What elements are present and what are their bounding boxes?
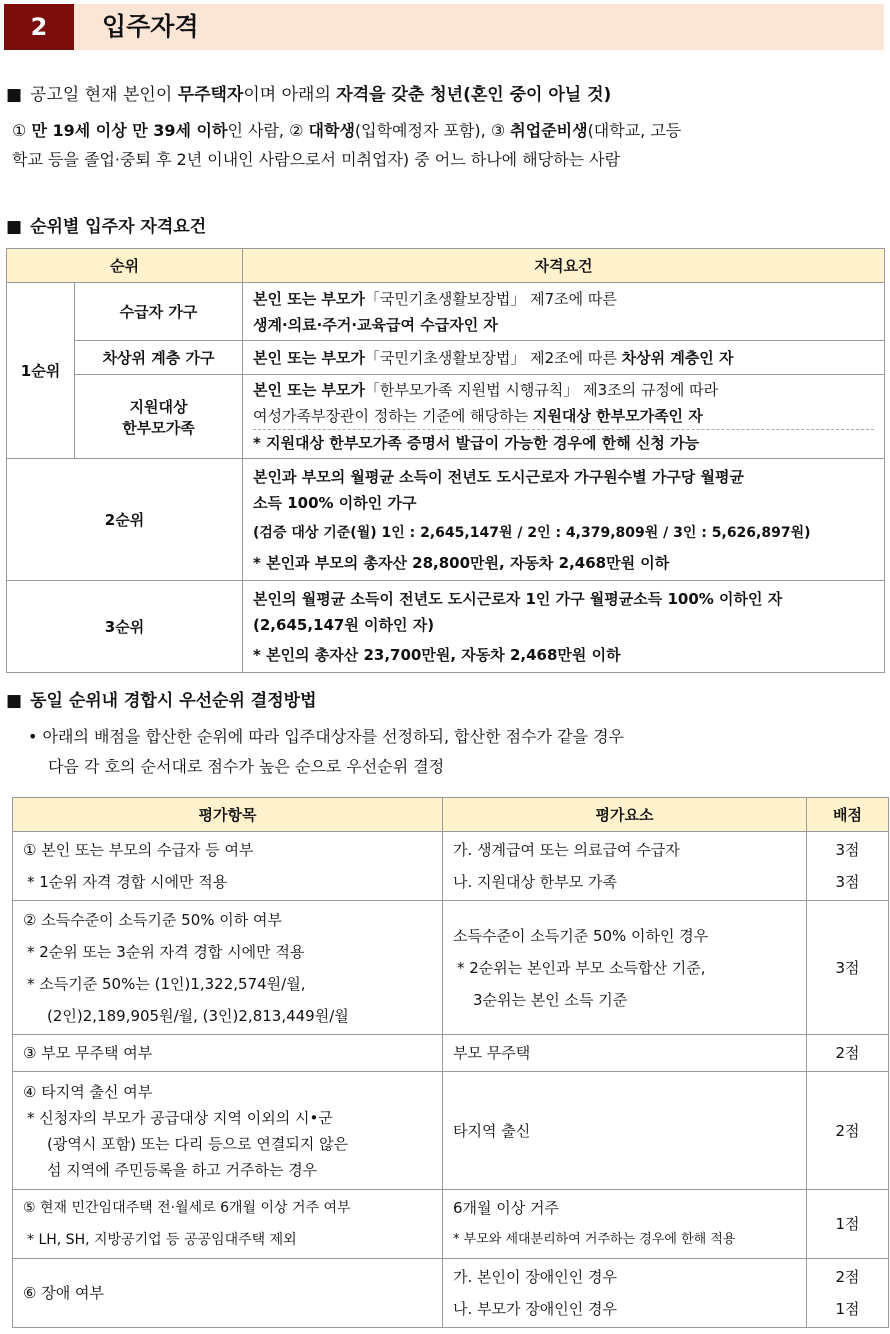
ranking-heading: ■ 순위별 입주자 자격요건 [6,217,207,237]
score-cell: 3점 3점 [807,832,889,901]
square-bullet-icon: ■ [6,85,23,105]
square-bullet-icon: ■ [6,217,23,237]
section-number: 2 [4,4,74,50]
priority-header-row [13,798,889,832]
table-row [7,459,885,581]
factor-cell: 소득수준이 소득기준 50% 이하인 경우 * 2순위는 본인과 부모 소득합산 기준, 3순위는 본인 소득 기준 [443,901,807,1035]
rank-3-requirement: 본인의 월평균 소득이 전년도 도시근로자 1인 가구 월평균소득 100% 이하인 자 (2,645,147원 이하인 자) * 본인의 총자산 23,700만원, 자동차 2,468만원 이하 [243,581,885,673]
intro-line-1: ① 만 19세 이상 만 39세 이하인 사람, ② 대학생(입학예정자 포함), ③ 취업준비생(대학교, 고등 [12,121,682,140]
table-row [13,1259,889,1328]
rank-1-requirement: 본인 또는 부모가「국민기초생활보장법」 제2조에 따른 차상위 계층인 자 [243,341,885,375]
item-cell: ⑤ 현재 민간임대주택 전·월세로 6개월 이상 거주 여부 * LH, SH, 지방공기업 등 공공임대주택 제외 [13,1190,443,1259]
factor-cell: 가. 생계급여 또는 의료급여 수급자 나. 지원대상 한부모 가족 [443,832,807,901]
col-requirement: 자격요건 [243,249,885,283]
score-cell: 3점 [807,901,889,1035]
rank-1-requirement: 본인 또는 부모가「한부모가족 지원법 시행규칙」 제3조의 규정에 따라 여성가족부장관이 정하는 기준에 해당하는 지원대상 한부모가족인 자 * 지원대상 한부모가족 증명서 발급이 가능한 경우에 한해 신청 가능 [243,375,885,459]
factor-cell: 부모 무주택 [443,1035,807,1072]
rank-1-sub: 지원대상 한부모가족 [75,375,243,459]
square-bullet-icon: ■ [6,691,23,711]
score-cell: 2점 [807,1035,889,1072]
table-row [7,581,885,673]
ranking-table [6,248,885,673]
intro-heading: ■ 공고일 현재 본인이 무주택자이며 아래의 자격을 갖춘 청년(혼인 중이 아닐 것) [6,85,612,105]
table-row [13,832,889,901]
table-row [7,341,885,375]
table-row [13,1035,889,1072]
col-rank: 순위 [7,249,243,283]
factor-cell: 가. 본인이 장애인인 경우 나. 부모가 장애인인 경우 [443,1259,807,1328]
rank-1-sub: 수급자 가구 [75,283,243,341]
ranking-header-row [7,249,885,283]
dot-bullet-icon: • [28,727,38,746]
priority-table [12,797,889,1328]
rank-2-requirement: 본인과 부모의 월평균 소득이 전년도 도시근로자 가구원수별 가구당 월평균 소득 100% 이하인 가구 (검증 대상 기준(월) 1인 : 2,645,147원 / 2인 : 4,379,809원 / 3인 : 5,626,897원) * 본인과 부모의 총자산 28,800만원, 자동차 2,468만원 이하 [243,459,885,581]
priority-bullet: • 아래의 배점을 합산한 순위에 따라 입주대상자를 선정하되, 합산한 점수가 같을 경우 다음 각 호의 순서대로 점수가 높은 순으로 우선순위 결정 [28,727,624,776]
factor-cell: 6개월 이상 거주 * 부모와 세대분리하여 거주하는 경우에 한해 적용 [443,1190,807,1259]
score-cell: 2점 [807,1072,889,1190]
item-cell: ③ 부모 무주택 여부 [13,1035,443,1072]
col-item: 평가항목 [13,798,443,832]
score-cell: 2점 1점 [807,1259,889,1328]
section-title: 입주자격 [102,12,199,41]
rank-1-sub: 차상위 계층 가구 [75,341,243,375]
section-header [4,4,884,50]
rank-3-label: 3순위 [7,581,243,673]
score-cell: 1점 [807,1190,889,1259]
col-score: 배점 [807,798,889,832]
col-factor: 평가요소 [443,798,807,832]
table-row [13,1190,889,1259]
table-row [13,1072,889,1190]
item-cell: ① 본인 또는 부모의 수급자 등 여부 * 1순위 자격 경합 시에만 적용 [13,832,443,901]
table-row [7,375,885,459]
rank-1-label: 1순위 [7,283,75,459]
table-row [13,901,889,1035]
rank-1-requirement: 본인 또는 부모가「국민기초생활보장법」 제7조에 따른 생계·의료·주거·교육급여 수급자인 자 [243,283,885,341]
intro-line-2: 학교 등을 졸업·중퇴 후 2년 이내인 사람으로서 미취업자) 중 어느 하나에 해당하는 사람 [12,150,621,169]
table-row [7,283,885,341]
item-cell: ⑥ 장애 여부 [13,1259,443,1328]
factor-cell: 타지역 출신 [443,1072,807,1190]
priority-heading: ■ 동일 순위내 경합시 우선순위 결정방법 [6,691,317,711]
item-cell: ② 소득수준이 소득기준 50% 이하 여부 * 2순위 또는 3순위 자격 경합 시에만 적용 * 소득기준 50%는 (1인)1,322,574원/월, (2인)2,189,905원/월, (3인)2,813,449원/월 [13,901,443,1035]
rank-2-label: 2순위 [7,459,243,581]
item-cell: ④ 타지역 출신 여부 * 신청자의 부모가 공급대상 지역 이외의 시•군 (광역시 포함) 또는 다리 등으로 연결되지 않은 섬 지역에 주민등록을 하고 거주하는 경우 [13,1072,443,1190]
